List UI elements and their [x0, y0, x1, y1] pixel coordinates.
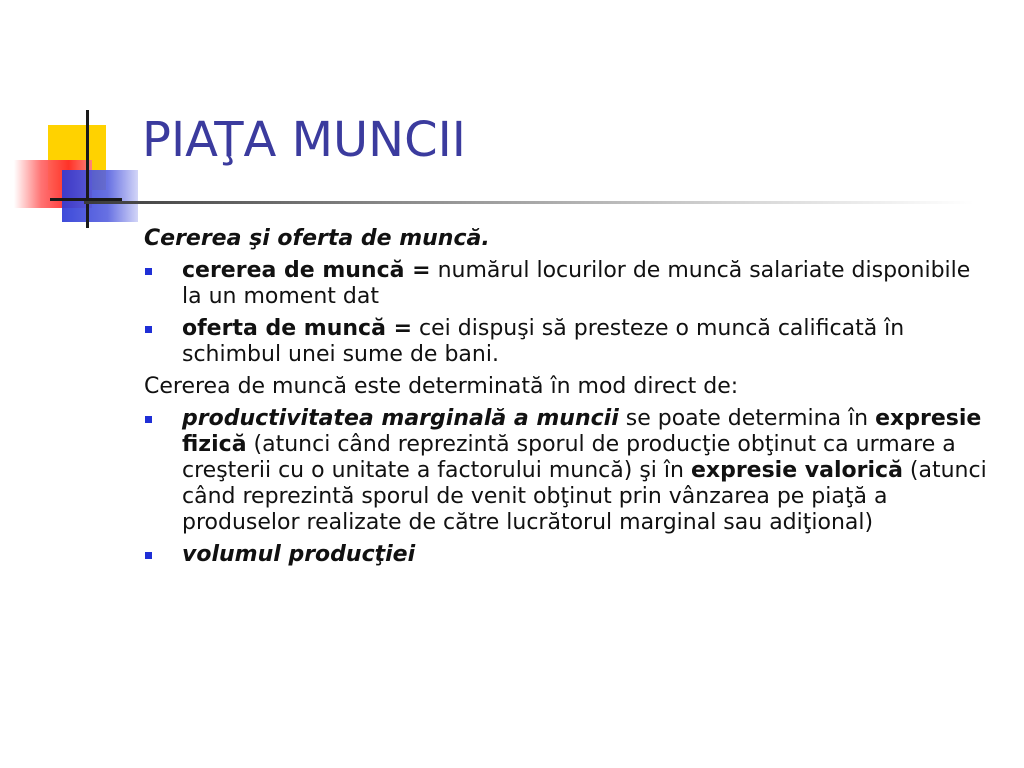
term-cererea: cererea de muncă = — [182, 258, 431, 283]
slide-title: PIAŢA MUNCII — [142, 112, 466, 168]
text-segment-b: (atunci când reprezintă sporul de producţie obţinut ca urmare a creşterii cu o unitate a factorului muncă) şi în — [182, 432, 956, 483]
definition-oferta: cei dispuşi să presteze o muncă calificată în schimbul unei sume de bani. — [182, 316, 905, 367]
paragraph-determinants: Cererea de muncă este determinată în mod direct de: — [144, 374, 739, 399]
square-bullet-icon — [145, 268, 152, 275]
blue-square-decoration — [62, 170, 138, 222]
square-bullet-icon — [145, 416, 152, 423]
text-segment-c: (atunci când reprezintă sporul de venit obţinut prin vânzarea pe piaţă a produselor realizate de către lucrătorul marginal sau adiţional) — [182, 458, 987, 535]
bullet-item-cererea — [144, 258, 994, 310]
title-underline — [84, 201, 974, 204]
term-expresie-valorica: expresie valorică — [690, 458, 903, 483]
section-heading: Cererea şi oferta de muncă. — [144, 226, 490, 251]
square-bullet-icon — [145, 326, 152, 333]
bullet-item-productivitate — [144, 406, 994, 536]
bullet-item-oferta — [144, 316, 994, 368]
term-expresie-fizica: expresie fizică — [182, 406, 982, 457]
vertical-line-decoration — [86, 110, 89, 228]
term-productivitate: productivitatea marginală a muncii — [182, 406, 619, 431]
definition-cererea: numărul locurilor de muncă salariate disponibile la un moment dat — [182, 258, 971, 309]
decorative-logo — [0, 0, 140, 235]
term-oferta: oferta de muncă = — [182, 316, 413, 341]
text-segment-a: se poate determina în — [618, 406, 876, 431]
bullet-item-volum — [144, 542, 994, 568]
slide-body — [144, 226, 994, 574]
square-bullet-icon — [145, 552, 152, 559]
term-volumul-productiei: volumul producţiei — [182, 542, 416, 567]
